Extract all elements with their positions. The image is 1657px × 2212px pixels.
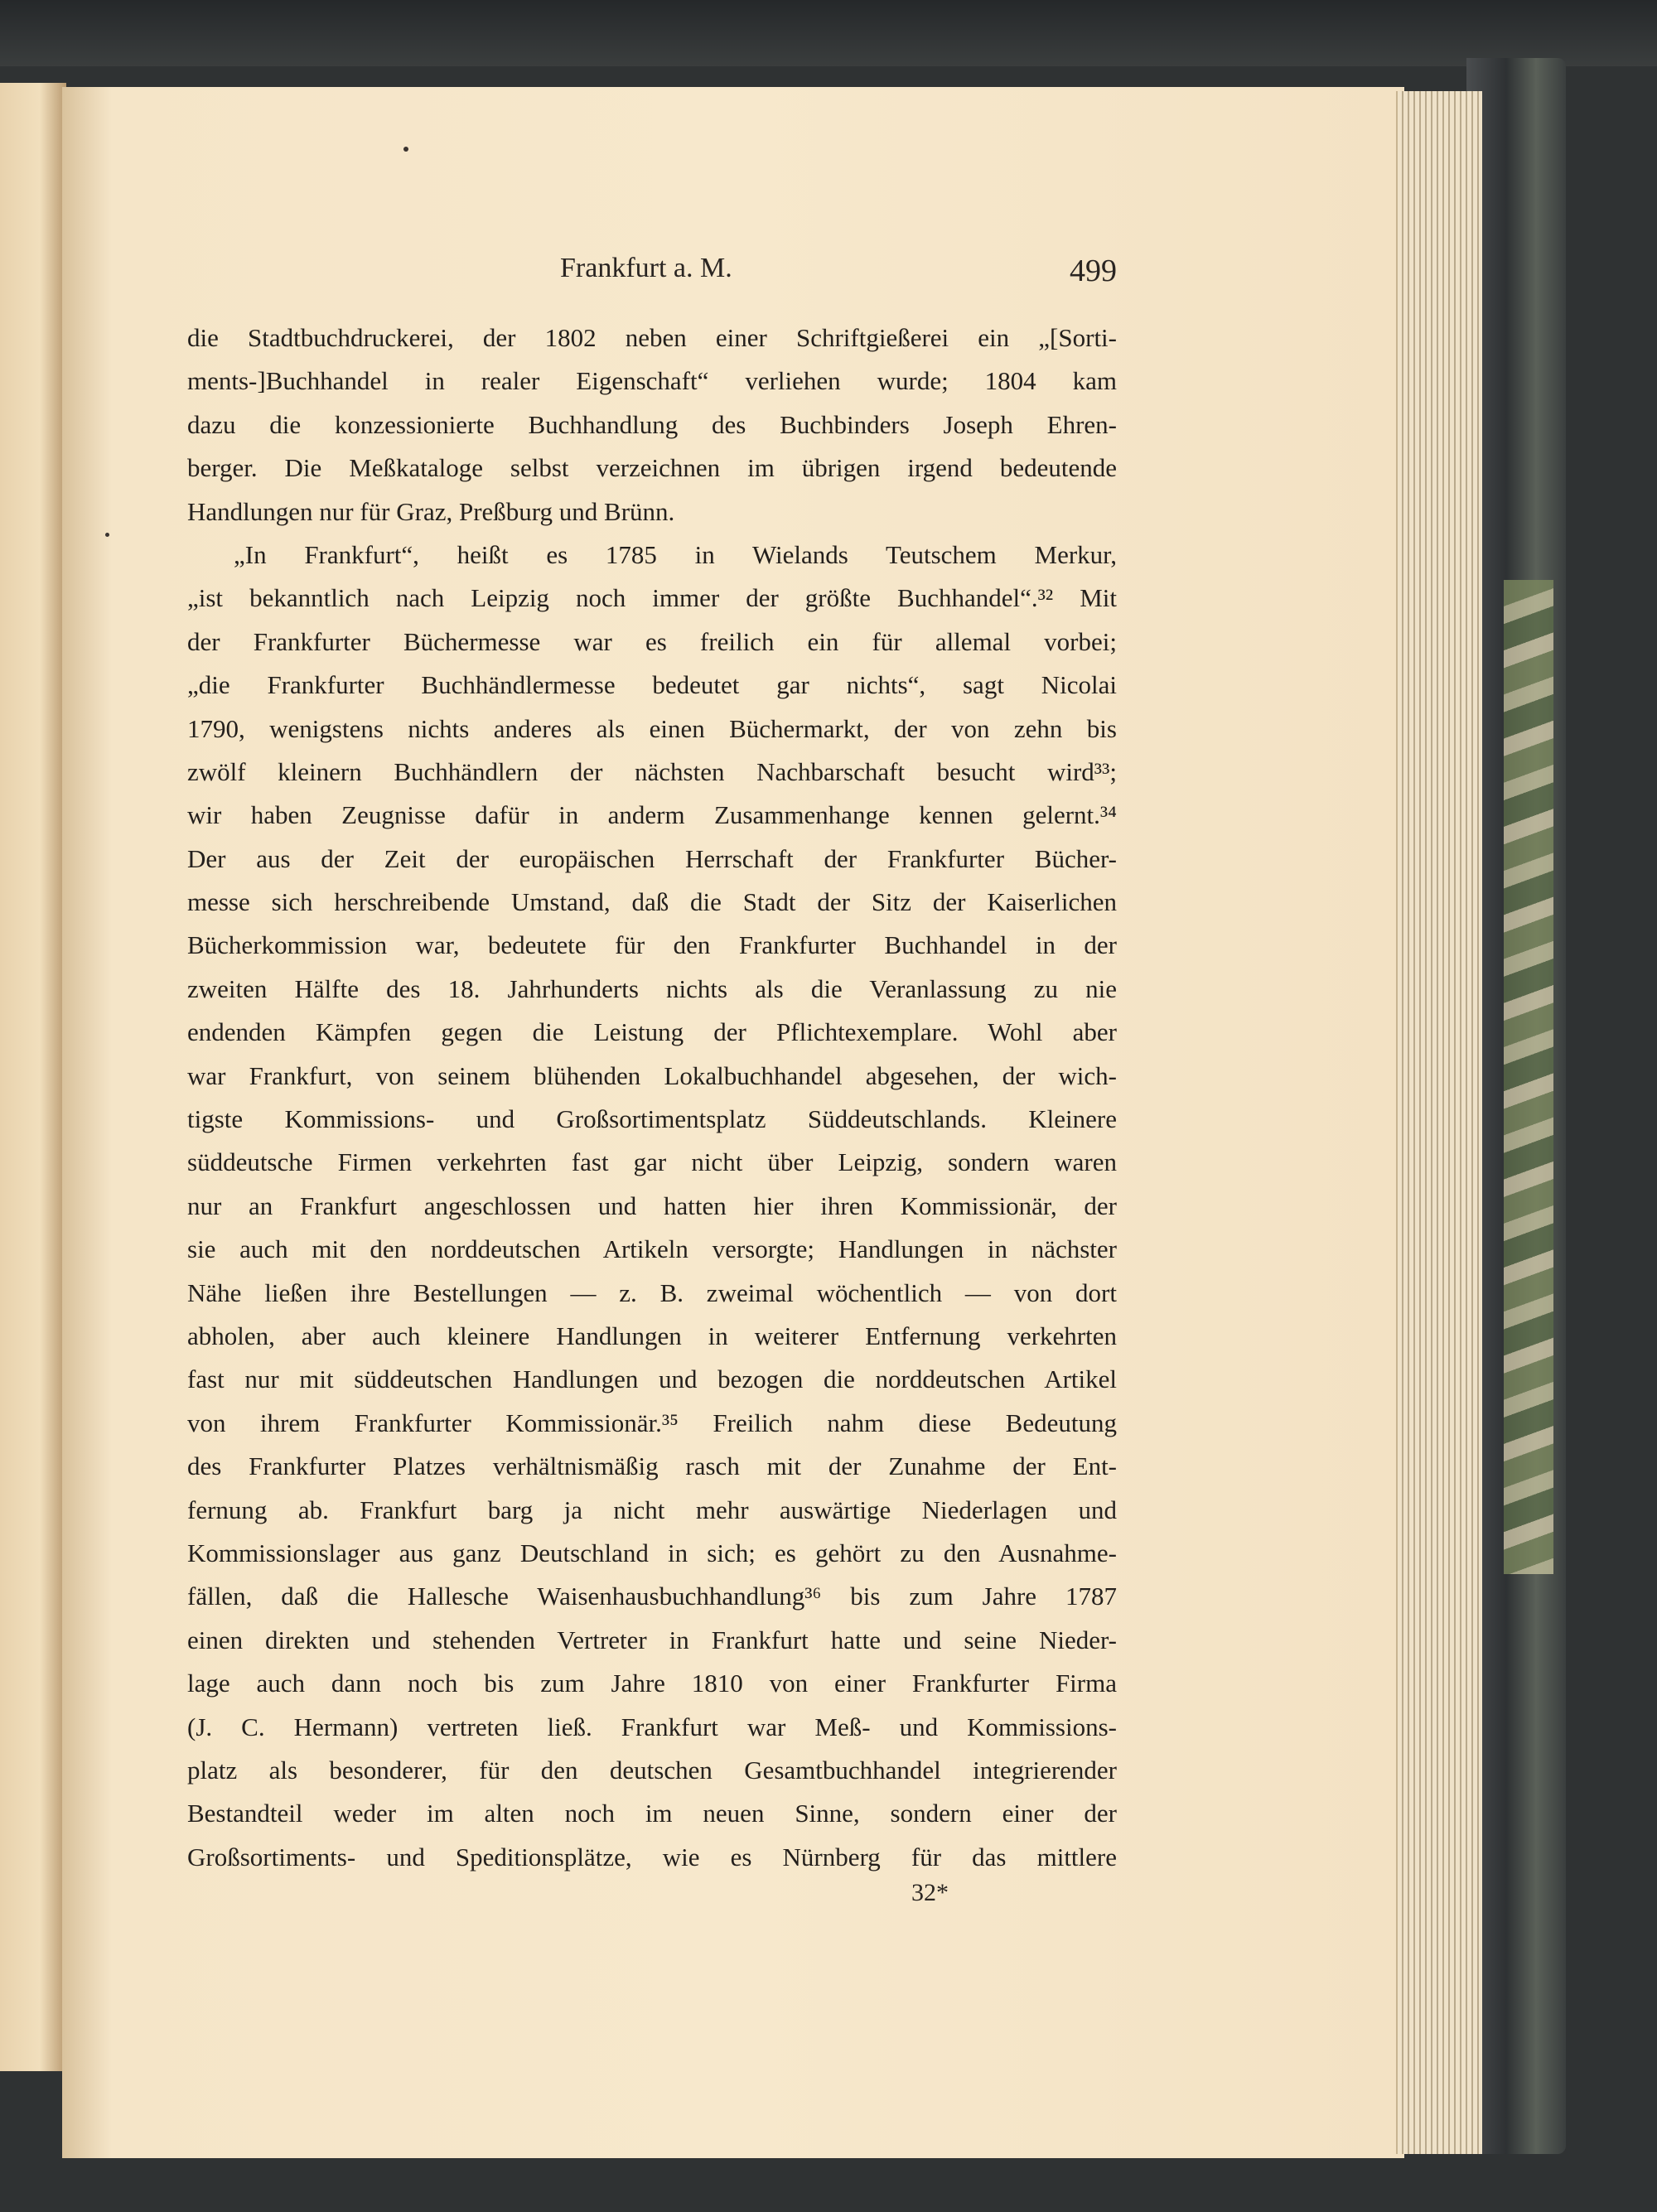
text-line: des Frankfurter Platzes verhältnismäßig rasch mit der Zunahme der Ent- xyxy=(187,1451,1117,1481)
text-line: Handlungen nur für Graz, Preßburg und Brünn. xyxy=(187,496,675,526)
text-line: fast nur mit süddeutschen Handlungen und bezogen die norddeutschen Artikel xyxy=(187,1364,1117,1394)
text-line: tigste Kommissions- und Großsortimentsplatz Süddeutschlands. Kleinere xyxy=(187,1104,1117,1134)
signature-mark: 32* xyxy=(911,1879,949,1906)
text-line: süddeutsche Firmen verkehrten fast gar nicht über Leipzig, sondern waren xyxy=(187,1147,1117,1177)
text-line: war Frankfurt, von seinem blühenden Lokalbuchhandel abgesehen, der wich- xyxy=(187,1060,1117,1090)
text-line: Der aus der Zeit der europäischen Herrschaft der Frankfurter Bücher- xyxy=(187,843,1117,873)
text-line: messe sich herschreibende Umstand, daß die Stadt der Sitz der Kaiserlichen xyxy=(187,887,1117,917)
text-line: Nähe ließen ihre Bestellungen — z. B. zweimal wöchentlich — von dort xyxy=(187,1277,1117,1307)
text-line: Bücherkommission war, bedeutete für den Frankfurter Buchhandel in der xyxy=(187,930,1117,960)
marbled-endpaper xyxy=(1504,580,1553,1574)
text-line: lage auch dann noch bis zum Jahre 1810 von einer Frankfurter Firma xyxy=(187,1669,1117,1698)
text-line: von ihrem Frankfurter Kommissionär.³⁵ Freilich nahm diese Bedeutung xyxy=(187,1408,1117,1437)
text-line: fernung ab. Frankfurt barg ja nicht mehr auswärtige Niederlagen und xyxy=(187,1495,1117,1524)
text-line: „ist bekanntlich nach Leipzig noch immer der größte Buchhandel“.³² Mit xyxy=(187,583,1117,613)
text-line: zweiten Hälfte des 18. Jahrhunderts nichts als die Veranlassung zu nie xyxy=(187,973,1117,1003)
text-line: sie auch mit den norddeutschen Artikeln versorgte; Handlungen in nächster xyxy=(187,1234,1117,1264)
running-title: Frankfurt a. M. xyxy=(560,253,732,283)
text-line: platz als besonderer, für den deutschen Gesamtbuchhandel integrierender xyxy=(187,1755,1117,1785)
text-line: „die Frankfurter Buchhändlermesse bedeutet gar nichts“, sagt Nicolai xyxy=(187,670,1117,700)
scan-background-top xyxy=(0,0,1657,66)
text-line: Großsortiments- und Speditionsplätze, wie es Nürnberg für das mittlere xyxy=(187,1842,1117,1872)
text-line: abholen, aber auch kleinere Handlungen in weiterer Entfernung verkehrten xyxy=(187,1321,1117,1350)
text-line: endenden Kämpfen gegen die Leistung der Pflichtexemplare. Wohl aber xyxy=(187,1017,1117,1047)
text-line: „In Frankfurt“, heißt es 1785 in Wielands Teutschem Merkur, xyxy=(234,539,1117,569)
paper-speck xyxy=(403,147,408,152)
body-text xyxy=(187,316,1117,1879)
text-line: fällen, daß die Hallesche Waisenhausbuchhandlung³⁶ bis zum Jahre 1787 xyxy=(187,1582,1117,1611)
paper-speck xyxy=(105,533,109,537)
text-line: (J. C. Hermann) vertreten ließ. Frankfurt war Meß- und Kommissions- xyxy=(187,1712,1117,1741)
text-line: nur an Frankfurt angeschlossen und hatten hier ihren Kommissionär, der xyxy=(187,1191,1117,1220)
page-stack-fore-edge xyxy=(1396,91,1482,2154)
page-header xyxy=(187,253,1117,294)
text-line: dazu die konzessionierte Buchhandlung des Buchbinders Joseph Ehren- xyxy=(187,409,1117,439)
text-line: zwölf kleinern Buchhändlern der nächsten Nachbarschaft besucht wird³³; xyxy=(187,756,1117,786)
text-line: wir haben Zeugnisse dafür in anderm Zusammenhange kennen gelernt.³⁴ xyxy=(187,800,1117,830)
text-line: der Frankfurter Büchermesse war es freilich ein für allemal vorbei; xyxy=(187,626,1117,656)
text-line: 1790, wenigstens nichts anderes als einen Büchermarkt, der von zehn bis xyxy=(187,713,1117,743)
text-line: Kommissionslager aus ganz Deutschland in sich; es gehört zu den Ausnahme- xyxy=(187,1538,1117,1567)
facing-page-edge xyxy=(0,83,66,2071)
page-number: 499 xyxy=(1070,254,1117,288)
text-line: Bestandteil weder im alten noch im neuen Sinne, sondern einer der xyxy=(187,1799,1117,1828)
text-line: die Stadtbuchdruckerei, der 1802 neben einer Schriftgießerei ein „[Sorti- xyxy=(187,323,1117,352)
text-line: einen direkten und stehenden Vertreter in Frankfurt hatte und seine Nieder- xyxy=(187,1625,1117,1654)
text-line: berger. Die Meßkataloge selbst verzeichnen im übrigen irgend bedeutende xyxy=(187,453,1117,483)
text-line: ments-]Buchhandel in realer Eigenschaft“ verliehen wurde; 1804 kam xyxy=(187,366,1117,396)
